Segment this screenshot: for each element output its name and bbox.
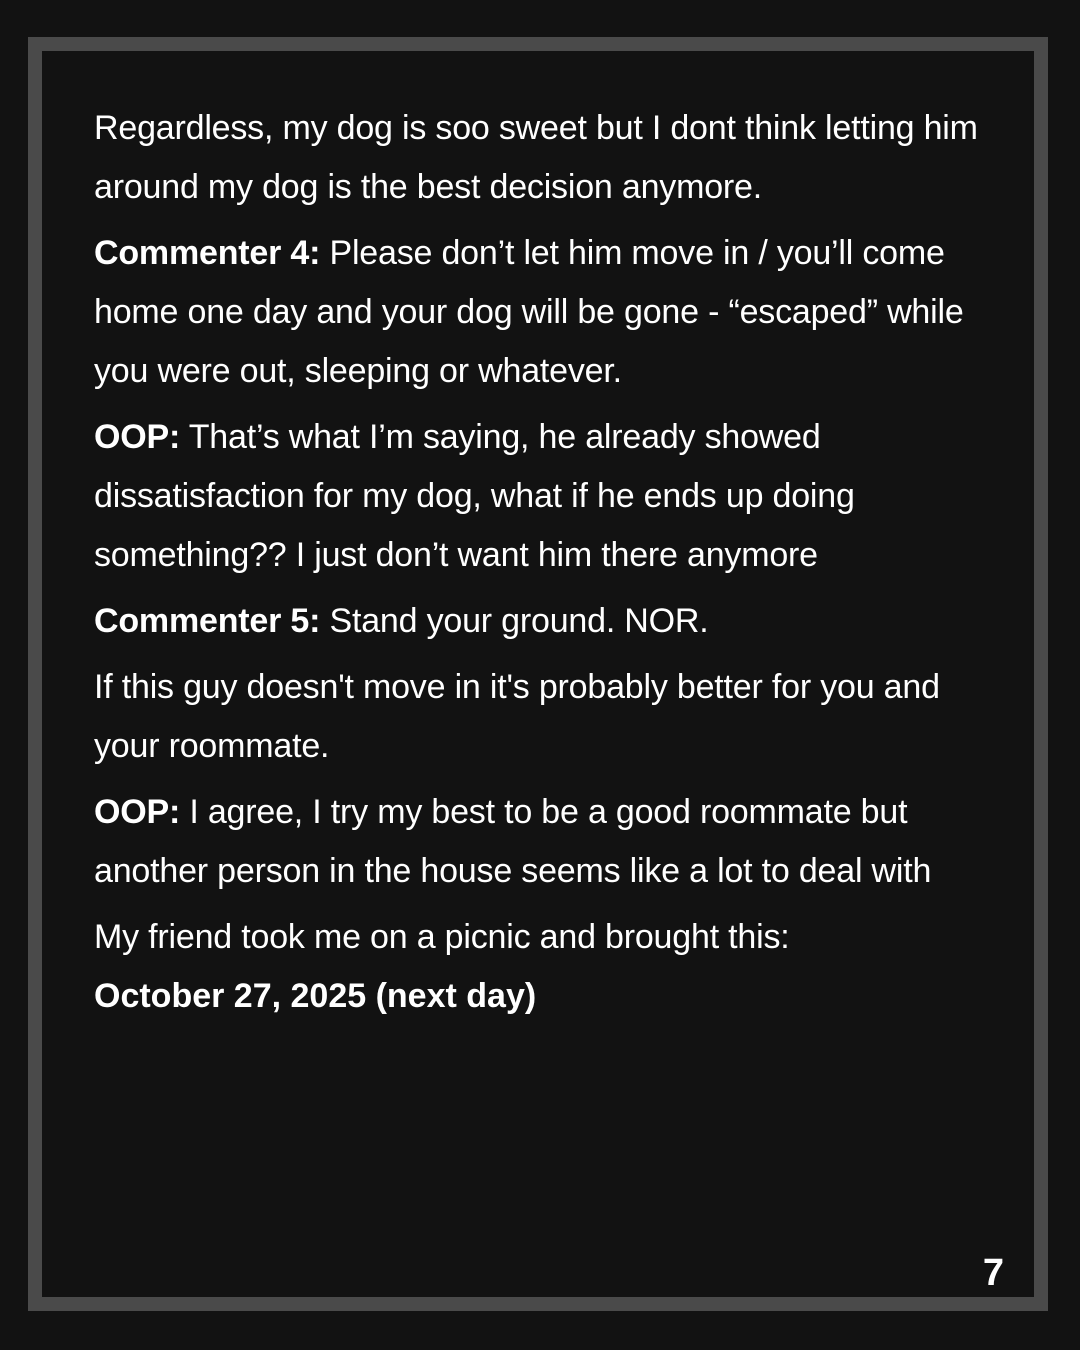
paragraph [94, 592, 994, 651]
date-heading: October 27, 2025 (next day) [94, 977, 537, 1015]
paragraph [94, 658, 994, 776]
paragraph [94, 224, 994, 401]
paragraph-text: Regardless, my dog is soo sweet but I dont think letting him around my dog is the best decision anymore. [94, 109, 978, 206]
speaker-label: OOP: [94, 793, 181, 831]
paragraph-text: That’s what I’m saying, he already showed dissatisfaction for my dog, what if he ends up doing something?? I just don’t want him there anymore [94, 418, 855, 574]
speaker-label: Commenter 5: [94, 602, 321, 640]
paragraph [94, 783, 994, 901]
speaker-label: Commenter 4: [94, 234, 321, 272]
page-number: 7 [982, 1252, 1004, 1294]
post-text-body [94, 99, 994, 1026]
paragraph-text: Please don’t let him move in / you’ll come home one day and your dog will be gone - “escaped” while you were out, sleeping or whatever. [94, 234, 964, 390]
paragraph-text: If this guy doesn't move in it's probably better for you and your roommate. [94, 668, 940, 765]
paragraph-text: I agree, I try my best to be a good roommate but another person in the house seems like a lot to deal with [94, 793, 932, 890]
paragraph-text: Stand your ground. NOR. [320, 602, 709, 640]
paragraph [94, 99, 994, 217]
speaker-label: OOP: [94, 418, 181, 456]
content-card [28, 37, 1048, 1311]
paragraph-text: My friend took me on a picnic and brought this: [94, 918, 790, 956]
paragraph [94, 408, 994, 585]
paragraph [94, 908, 994, 967]
